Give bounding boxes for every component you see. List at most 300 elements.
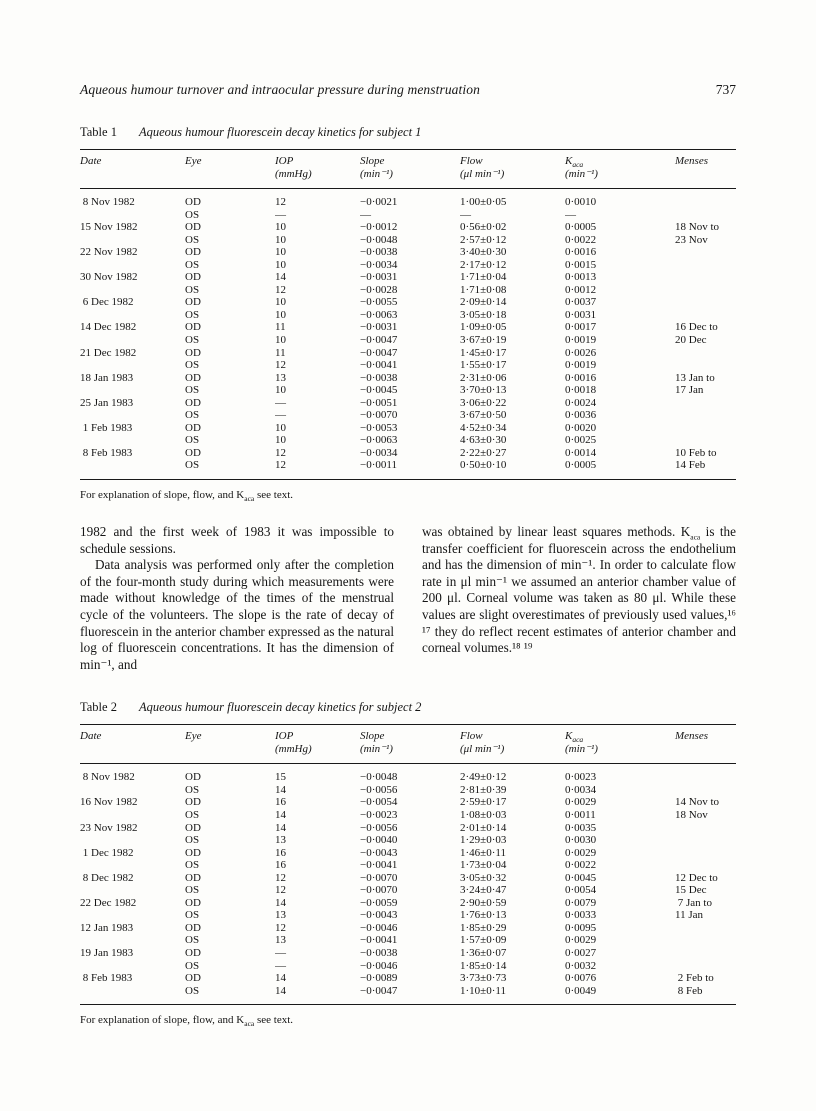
table-2-body — [80, 764, 736, 1005]
table-cell: OS — [185, 308, 200, 321]
table-cell: 1·09±0·05 — [460, 321, 507, 334]
table-row — [80, 409, 736, 422]
table-cell: 0·50±0·10 — [460, 459, 507, 472]
table-cell: −0·0070 — [360, 409, 398, 422]
table-cell — [675, 259, 736, 272]
table-cell: 2·22±0·27 — [460, 446, 507, 459]
column-header-slope — [360, 150, 460, 189]
table-cell — [80, 334, 185, 347]
table-row — [80, 221, 736, 234]
table-cell: 1·71±0·08 — [460, 283, 507, 296]
table-row — [80, 234, 736, 247]
table-row — [80, 309, 736, 322]
table-cell: 13 — [275, 371, 286, 384]
table-cell: 0·0037 — [565, 296, 597, 309]
table-cell: 0·0023 — [565, 771, 597, 784]
table-cell: −0·0040 — [360, 834, 398, 847]
table-cell: OD — [185, 196, 201, 208]
table-cell: 0·0019 — [565, 334, 597, 347]
table-row — [80, 422, 736, 435]
table-cell: OS — [185, 859, 200, 872]
table-cell — [80, 859, 185, 872]
table-cell: 0·0020 — [565, 421, 597, 434]
table-cell: 0·0045 — [565, 871, 597, 884]
table-cell: 1·57±0·09 — [460, 934, 507, 947]
text-run: is the transfer coefficient for fluorescein across the endothelium and has the dimension of min⁻¹. In order to calculate flow rate in μl min⁻¹ we assumed an anterior chamber value of 200 μl. Corneal volume was taken as 80 μl. While these values are slight overestimates of previously used values,¹⁶ ¹⁷ they do reflect recent estimates of anterior chamber and corneal volumes.¹⁸ ¹⁹ — [422, 524, 736, 656]
table-cell: 3·05±0·32 — [460, 871, 507, 884]
text-run: was obtained by linear least squares methods. K — [422, 524, 691, 540]
table-cell: OD — [185, 972, 201, 985]
table-cell: −0·0034 — [360, 258, 398, 271]
table-2-label: Table 2 — [80, 700, 117, 715]
column-header-flow — [460, 150, 565, 189]
table-cell: 3·40±0·30 — [460, 246, 507, 259]
table-cell: 18 Nov — [675, 809, 708, 822]
table-cell: 1·36±0·07 — [460, 947, 507, 960]
table-cell: 0·0015 — [565, 258, 597, 271]
table-cell: 15 Dec — [675, 884, 707, 897]
table-cell: −0·0048 — [360, 771, 398, 784]
table-cell: 10 — [275, 221, 286, 234]
table-cell: 0·0095 — [565, 921, 597, 934]
table-cell: 1·45±0·17 — [460, 346, 507, 359]
table-cell: OS — [185, 334, 200, 347]
table-cell: −0·0046 — [360, 959, 398, 972]
column-label: Eye — [185, 730, 202, 743]
table-cell — [675, 934, 736, 947]
table-cell: 16 — [275, 846, 286, 859]
column-label: Slope — [360, 730, 385, 743]
table-cell: −0·0055 — [360, 296, 398, 309]
table-cell: 10 — [275, 434, 286, 447]
table-cell: OD — [185, 346, 201, 359]
table-cell: 12 — [275, 359, 286, 372]
table-cell — [80, 909, 185, 922]
table-cell: 8 Dec 1982 — [80, 871, 134, 884]
table-cell — [675, 764, 736, 784]
table-cell: −0·0041 — [360, 934, 398, 947]
table-cell — [80, 359, 185, 372]
table-cell: −0·0051 — [360, 396, 398, 409]
table-cell: 0·0012 — [565, 283, 597, 296]
table-cell: 15 — [275, 771, 286, 784]
running-title: Aqueous humour turnover and intraocular pressure during menstruation — [80, 82, 480, 97]
table-row — [80, 259, 736, 272]
table-cell: 22 Nov 1982 — [80, 246, 138, 259]
table-cell: −0·0047 — [360, 334, 398, 347]
table-cell — [80, 834, 185, 847]
table-cell: OS — [185, 208, 200, 221]
table-cell: 0·0029 — [565, 846, 597, 859]
table-cell: OD — [185, 896, 201, 909]
kaca-subscript: aca — [572, 160, 584, 170]
table-cell: −0·0023 — [360, 809, 398, 822]
table-cell: OD — [185, 396, 201, 409]
kaca-subscript: aca — [244, 1019, 255, 1029]
table-cell: OS — [185, 884, 200, 897]
table-cell: OS — [185, 384, 200, 397]
table-cell: 30 Nov 1982 — [80, 271, 138, 284]
footnote-text: see text. — [254, 489, 294, 502]
table-cell: 1·55±0·17 — [460, 359, 507, 372]
table-cell: 16 Dec to — [675, 321, 718, 334]
column-header-kaca — [565, 725, 675, 764]
table-cell: 0·0022 — [565, 859, 597, 872]
table-cell: 0·0010 — [565, 196, 597, 208]
table-cell: −0·0070 — [360, 884, 398, 897]
table-row — [80, 947, 736, 960]
table-cell: OS — [185, 283, 200, 296]
table-cell: OS — [185, 909, 200, 922]
table-cell: −0·0031 — [360, 271, 398, 284]
table-cell: −0·0059 — [360, 896, 398, 909]
table-cell: OS — [185, 834, 200, 847]
table-cell: 2·49±0·12 — [460, 771, 507, 784]
table-cell: OD — [185, 296, 201, 309]
column-label: IOP — [275, 155, 294, 167]
table-row — [80, 459, 736, 479]
table-cell: 8 Nov 1982 — [80, 771, 135, 784]
table-cell — [80, 409, 185, 422]
table-cell: −0·0053 — [360, 421, 398, 434]
table-cell: 10 — [275, 421, 286, 434]
table-cell: OS — [185, 984, 200, 997]
table-cell: 0·0034 — [565, 783, 597, 796]
table-cell: 1 Dec 1982 — [80, 846, 134, 859]
table-cell: −0·0012 — [360, 221, 398, 234]
table-cell: 0·0032 — [565, 959, 597, 972]
table-cell: 0·0035 — [565, 821, 597, 834]
table-cell: −0·0038 — [360, 947, 398, 960]
column-label: Slope — [360, 155, 385, 167]
table-row — [80, 809, 736, 822]
column-header-eye — [185, 725, 275, 764]
table-cell: 0·0025 — [565, 434, 597, 447]
table-cell: 2·01±0·14 — [460, 821, 507, 834]
column-header-flow — [460, 725, 565, 764]
table-cell: 2·57±0·12 — [460, 233, 507, 246]
table-cell: OS — [185, 959, 200, 972]
table-cell: 12 Dec to — [675, 871, 718, 884]
table-cell: −0·0063 — [360, 434, 398, 447]
table-cell: 13 — [275, 934, 286, 947]
table-row — [80, 321, 736, 334]
table-header-row — [80, 725, 736, 764]
column-header-iop — [275, 725, 360, 764]
column-unit: (μl min⁻¹) — [460, 743, 505, 756]
table-cell — [675, 784, 736, 797]
table-cell: 14 — [275, 896, 286, 909]
table-cell — [675, 359, 736, 372]
table-header-row — [80, 150, 736, 189]
table-cell: 18 Jan 1983 — [80, 371, 134, 384]
table-cell: 0·0011 — [565, 809, 596, 822]
table-cell — [675, 397, 736, 410]
body-column-left — [80, 524, 394, 673]
table-cell: 23 Nov — [675, 233, 708, 246]
table-cell: 1·85±0·14 — [460, 959, 507, 972]
table-row — [80, 884, 736, 897]
table-cell: 0·0027 — [565, 947, 597, 960]
table-cell — [675, 246, 736, 259]
table-1-body — [80, 189, 736, 480]
table-row — [80, 359, 736, 372]
table-cell: OD — [185, 321, 201, 334]
table-cell: 0·0026 — [565, 346, 597, 359]
table-cell — [675, 296, 736, 309]
table-cell — [675, 922, 736, 935]
table-cell: OD — [185, 271, 201, 284]
table-cell: 14 — [275, 783, 286, 796]
table-row — [80, 246, 736, 259]
table-cell — [675, 822, 736, 835]
table-cell — [675, 209, 736, 222]
table-cell: 1·46±0·11 — [460, 846, 506, 859]
table-cell: 0·0016 — [565, 246, 597, 259]
table-cell: 3·06±0·22 — [460, 396, 507, 409]
table-cell: 3·70±0·13 — [460, 384, 507, 397]
table-cell: −0·0089 — [360, 972, 398, 985]
table-cell — [80, 985, 185, 1005]
table-cell: OS — [185, 258, 200, 271]
table-cell: 2·81±0·39 — [460, 783, 507, 796]
table-cell: 4·63±0·30 — [460, 434, 507, 447]
table-cell: — — [275, 208, 286, 221]
table-row — [80, 189, 736, 209]
table-cell: 10 — [275, 308, 286, 321]
table-cell — [80, 384, 185, 397]
table-cell: 14 — [275, 984, 286, 997]
table-1-caption — [80, 125, 736, 140]
column-header-kaca — [565, 150, 675, 189]
table-cell: 10 — [275, 233, 286, 246]
table-cell: — — [275, 947, 286, 960]
table-cell — [675, 422, 736, 435]
table-cell: 13 Jan to — [675, 371, 715, 384]
table-cell: 1·71±0·04 — [460, 271, 507, 284]
table-cell: −0·0041 — [360, 859, 398, 872]
table-cell: OD — [185, 246, 201, 259]
column-label: Flow — [460, 155, 483, 167]
footnote-text: For explanation of slope, flow, and K — [80, 1014, 245, 1027]
table-cell — [675, 834, 736, 847]
table-cell: OD — [185, 771, 201, 784]
table-row — [80, 784, 736, 797]
table-row — [80, 934, 736, 947]
column-unit: (mmHg) — [275, 168, 312, 180]
table-cell: −0·0048 — [360, 233, 398, 246]
table-row — [80, 822, 736, 835]
table-cell: 10 Feb to — [675, 446, 717, 459]
table-cell — [675, 189, 736, 209]
table-row — [80, 922, 736, 935]
table-cell — [675, 859, 736, 872]
table-cell: −0·0045 — [360, 384, 398, 397]
table-row — [80, 284, 736, 297]
table-cell: OD — [185, 871, 201, 884]
table-row — [80, 985, 736, 1005]
table-cell: 0·0030 — [565, 834, 597, 847]
table-cell: 0·0029 — [565, 934, 597, 947]
column-label: Menses — [675, 155, 708, 167]
table-cell: 14 — [275, 809, 286, 822]
table-row — [80, 960, 736, 973]
table-cell: OS — [185, 459, 200, 472]
table-cell — [80, 259, 185, 272]
table-cell: 8 Feb 1983 — [80, 446, 133, 459]
table-cell: 1·85±0·29 — [460, 921, 507, 934]
table-cell: −0·0063 — [360, 308, 398, 321]
table-row — [80, 209, 736, 222]
table-cell: OD — [185, 446, 201, 459]
table-1-title: Aqueous humour fluorescein decay kinetics for subject 1 — [138, 125, 422, 139]
table-1-footnote — [80, 489, 736, 504]
column-unit: (mmHg) — [275, 743, 312, 756]
table-cell: 16 — [275, 859, 286, 872]
table-cell: 10 — [275, 384, 286, 397]
table-cell: 1·00±0·05 — [460, 196, 507, 208]
table-cell: −0·0043 — [360, 846, 398, 859]
table-cell: 12 — [275, 884, 286, 897]
table-cell — [80, 434, 185, 447]
table-cell — [675, 960, 736, 973]
column-header-eye — [185, 150, 275, 189]
table-cell: 2·09±0·14 — [460, 296, 507, 309]
table-cell: 0·0031 — [565, 308, 597, 321]
table-2-footnote — [80, 1014, 736, 1029]
table-cell: 21 Dec 1982 — [80, 346, 137, 359]
column-unit: (μl min⁻¹) — [460, 168, 505, 180]
table-cell: 4·52±0·34 — [460, 421, 507, 434]
table-cell: −0·0038 — [360, 371, 398, 384]
column-header-menses — [675, 150, 736, 189]
table-cell — [80, 309, 185, 322]
table-cell: 1·08±0·03 — [460, 809, 507, 822]
table-cell: 11 Jan — [675, 909, 704, 922]
table-row — [80, 847, 736, 860]
column-header-date — [80, 150, 185, 189]
table-cell: OS — [185, 434, 200, 447]
table-cell — [80, 934, 185, 947]
table-1-label: Table 1 — [80, 125, 117, 139]
table-cell — [80, 459, 185, 479]
column-label: Date — [80, 155, 102, 167]
table-cell — [80, 960, 185, 973]
table-cell: 13 — [275, 909, 286, 922]
table-cell: 0·56±0·02 — [460, 221, 507, 234]
paragraph — [422, 524, 736, 657]
column-label: Flow — [460, 730, 483, 743]
table-cell: 14 — [275, 271, 286, 284]
table-cell: 1·29±0·03 — [460, 834, 507, 847]
table-row — [80, 972, 736, 985]
table-cell: 16 Nov 1982 — [80, 796, 138, 809]
table-cell: OD — [185, 221, 201, 234]
table-cell: 0·0016 — [565, 371, 597, 384]
table-row — [80, 447, 736, 460]
table-cell: 1·76±0·13 — [460, 909, 507, 922]
table-cell: 0·0024 — [565, 396, 597, 409]
table-cell — [675, 409, 736, 422]
table-cell: 0·0079 — [565, 896, 597, 909]
table-cell: −0·0056 — [360, 821, 398, 834]
table-cell — [675, 271, 736, 284]
table-cell: 25 Jan 1983 — [80, 396, 134, 409]
page-content — [80, 82, 736, 1029]
table-cell: 3·73±0·73 — [460, 972, 507, 985]
table-2-title: Aqueous humour fluorescein decay kinetics for subject 2 — [138, 700, 422, 715]
table-cell: 23 Nov 1982 — [80, 821, 138, 834]
table-cell: 0·0054 — [565, 884, 597, 897]
paragraph: 1982 and the first week of 1983 it was impossible to schedule sessions. — [80, 524, 394, 556]
table-cell — [80, 809, 185, 822]
column-header-date — [80, 725, 185, 764]
table-cell: 2·17±0·12 — [460, 258, 507, 271]
table-cell: 2 Feb to — [675, 972, 714, 985]
table-cell — [675, 284, 736, 297]
table-cell: 19 Jan 1983 — [80, 947, 134, 960]
table-cell: 18 Nov to — [675, 221, 719, 234]
table-cell: 0·0076 — [565, 972, 597, 985]
table-cell — [675, 434, 736, 447]
table-cell: 1·10±0·11 — [460, 984, 506, 997]
table-cell: 7 Jan to — [675, 896, 712, 909]
table-cell: — — [565, 208, 576, 221]
table-cell: 10 — [275, 334, 286, 347]
table-cell: 0·0029 — [565, 796, 597, 809]
table-cell: 0·0017 — [565, 321, 597, 334]
table-cell: — — [275, 959, 286, 972]
table-cell: 0·0022 — [565, 233, 597, 246]
table-row — [80, 764, 736, 784]
table-cell: OS — [185, 809, 200, 822]
table-cell: OS — [185, 783, 200, 796]
table-cell — [80, 884, 185, 897]
column-label: Menses — [675, 730, 708, 743]
column-label: Eye — [185, 155, 202, 167]
column-label: Date — [80, 730, 102, 743]
table-1 — [80, 149, 736, 480]
table-cell — [675, 347, 736, 360]
table-cell: 2·59±0·17 — [460, 796, 507, 809]
footnote-text: For explanation of slope, flow, and K — [80, 489, 245, 502]
table-cell: 8 Feb 1983 — [80, 972, 133, 985]
table-cell: 1 Feb 1983 — [80, 421, 133, 434]
table-cell: — — [360, 208, 371, 221]
kaca-subscript: aca — [244, 494, 255, 504]
table-cell: 12 — [275, 459, 286, 472]
table-cell: 8 Nov 1982 — [80, 196, 135, 208]
running-header — [80, 82, 736, 98]
table-cell: OS — [185, 409, 200, 422]
table-cell: 13 — [275, 834, 286, 847]
table-cell: 0·0036 — [565, 409, 597, 422]
table-cell — [675, 847, 736, 860]
table-cell: 0·0019 — [565, 359, 597, 372]
table-cell: −0·0034 — [360, 446, 398, 459]
table-cell: −0·0047 — [360, 346, 398, 359]
table-cell: — — [460, 208, 471, 221]
table-cell: 12 — [275, 446, 286, 459]
table-cell: 14 — [275, 821, 286, 834]
column-header-iop — [275, 150, 360, 189]
table-cell: OS — [185, 934, 200, 947]
table-row — [80, 434, 736, 447]
table-cell: 12 Jan 1983 — [80, 921, 134, 934]
table-cell: 2·90±0·59 — [460, 896, 507, 909]
table-cell: 14 Nov to — [675, 796, 719, 809]
column-label: K — [565, 155, 573, 167]
